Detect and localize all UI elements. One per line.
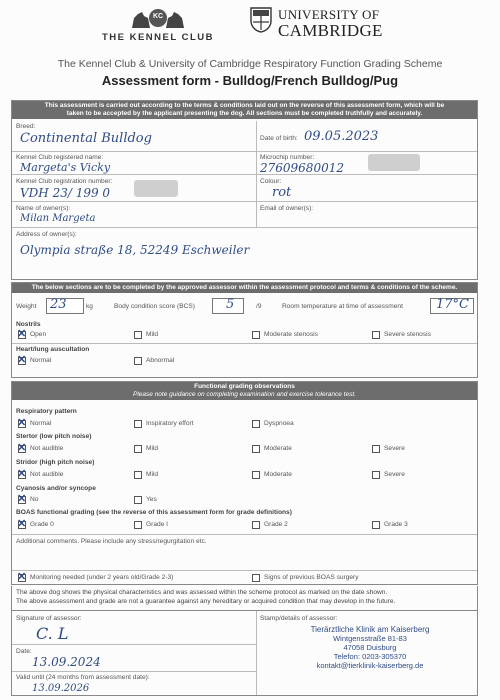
declaration — [11, 586, 478, 610]
kc-badge-text: KC — [152, 13, 164, 20]
valid-until-value[interactable]: 13.09.2026 — [32, 683, 90, 694]
breed-value[interactable]: Continental Bulldog — [20, 131, 152, 146]
stridor-option-0: Not audible — [30, 471, 64, 478]
nostrils-severe-checkbox[interactable] — [372, 331, 380, 339]
comments-label: Additional comments. Please include any stress/regurgitation etc. — [16, 538, 207, 545]
kc-name-value[interactable]: Margeta's Vicky — [20, 161, 111, 174]
stridor-title: Stridor (high pitch noise) — [16, 459, 95, 466]
stertor-option-3: Severe — [384, 445, 405, 452]
monitoring-checkbox[interactable] — [18, 574, 26, 582]
microchip-redaction — [368, 154, 420, 171]
dog-details-section — [11, 100, 478, 280]
nostrils-moderate-checkbox[interactable] — [252, 331, 260, 339]
bcs-unit: /9 — [256, 303, 262, 310]
cyanosis-option-1: Yes — [146, 496, 157, 503]
cyanosis-option-0: No — [30, 496, 39, 503]
previous-surgery-checkbox[interactable] — [252, 574, 260, 582]
cambridge-line2: CAMBRIDGE — [278, 21, 383, 40]
temp-value: 17°C — [436, 297, 469, 312]
kc-reg-label: Kennel Club registration number: — [16, 178, 113, 185]
respiratory-normal-checkbox[interactable] — [18, 420, 26, 428]
respiratory-dyspnoea-checkbox[interactable] — [252, 420, 260, 428]
cambridge-line1: UNIVERSITY OF — [278, 7, 380, 22]
kc-reg-redaction — [134, 180, 178, 197]
cyanosis-no-checkbox[interactable] — [18, 496, 26, 504]
cambridge-shield-icon — [250, 7, 272, 33]
intro-band-line1: This assessment is carried out according to the terms & conditions laid out on the reverse of this assessment form, which will be — [44, 102, 445, 109]
breed-label: Breed: — [16, 123, 36, 130]
bcs-label: Body condition score (BCS) — [114, 303, 195, 310]
comments-field[interactable] — [16, 548, 472, 570]
functional-band — [12, 382, 477, 400]
stamp-line3: 47058 Duisburg — [343, 643, 397, 652]
previous-surgery-label: Signs of previous BOAS surgery — [264, 574, 359, 581]
declaration-line1: The above dog shows the physical characteristics and was assessed within the scheme protocol as marked on the date shown. — [16, 589, 388, 596]
signature-label: Signature of assessor: — [16, 615, 82, 622]
auscultation-normal-checkbox[interactable] — [18, 357, 26, 365]
clinic-stamp — [270, 625, 470, 670]
microchip-label: Microchip number: — [260, 154, 315, 161]
stamp-line5: kontakt@tierklinik-kaiserberg.de — [316, 661, 424, 670]
respiratory-inspiratory-checkbox[interactable] — [134, 420, 142, 428]
assessor-section — [11, 282, 478, 378]
boas-grade3-checkbox[interactable] — [372, 521, 380, 529]
functional-section — [11, 381, 478, 585]
cambridge-logo — [250, 7, 410, 41]
boas-option-1: Grade I — [146, 521, 168, 528]
nostrils-open-checkbox[interactable] — [18, 331, 26, 339]
nostrils-option-2: Moderate stenosis — [264, 331, 318, 338]
intro-band — [12, 101, 477, 119]
assessor-band: The below sections are to be completed by the approved assessor within the assessment protocol and terms & conditions of the scheme. — [12, 283, 477, 293]
auscultation-option-0: Normal — [30, 357, 52, 364]
respiratory-option-2: Dyspnoea — [264, 420, 294, 427]
date-label: Date: — [16, 648, 32, 655]
stridor-severe-checkbox[interactable] — [372, 471, 380, 479]
cyanosis-yes-checkbox[interactable] — [134, 496, 142, 504]
intro-band-line2: taken to be accepted by the applicant presenting the dog. All sections must be completed truthfully and accurately. — [66, 110, 423, 117]
stamp-line1: Tierärztliche Klinik am Kaiserberg — [310, 625, 430, 634]
signature-section — [11, 610, 478, 696]
boas-option-3: Grade 3 — [384, 521, 408, 528]
microchip-value[interactable]: 27609680012 — [260, 161, 344, 175]
stridor-mild-checkbox[interactable] — [134, 471, 142, 479]
stertor-title: Stertor (low pitch noise) — [16, 433, 92, 440]
respiratory-option-0: Normal — [30, 420, 52, 427]
stertor-mild-checkbox[interactable] — [134, 445, 142, 453]
cambridge-wordmark — [278, 7, 383, 40]
monitoring-label: Monitoring needed (under 2 years old/Grade 2-3) — [30, 574, 174, 581]
date-value[interactable]: 13.09.2024 — [32, 655, 101, 669]
stamp-line2: Wintgensstraße 81-83 — [333, 634, 407, 643]
kc-reg-value[interactable]: VDH 23/ 199 0 — [20, 186, 111, 200]
stamp-label: Stamp/details of assessor: — [260, 615, 338, 622]
temp-label: Room temperature at time of assessment — [282, 303, 403, 310]
boas-title: BOAS functional grading (see the reverse of this assessment form for grade definitions) — [16, 509, 292, 516]
form-title: Assessment form - Bulldog/French Bulldog/Pug — [101, 73, 399, 88]
functional-band-line2: Please note guidance on completing examination and exercise tolerance test. — [133, 391, 356, 398]
stridor-moderate-checkbox[interactable] — [252, 471, 260, 479]
cyanosis-title: Cyanosis and/or syncope — [16, 485, 96, 492]
stertor-option-1: Mild — [146, 445, 159, 452]
auscultation-abnormal-checkbox[interactable] — [134, 357, 142, 365]
respiratory-title: Respiratory pattern — [16, 408, 77, 415]
stamp-line4: Telefon: 0203-305370 — [333, 652, 407, 661]
nostrils-option-0: Open — [30, 331, 47, 338]
stertor-moderate-checkbox[interactable] — [252, 445, 260, 453]
weight-unit: kg — [86, 303, 93, 310]
stertor-severe-checkbox[interactable] — [372, 445, 380, 453]
dob-label: Date of birth: — [260, 135, 298, 142]
boas-grade0-checkbox[interactable] — [18, 521, 26, 529]
boas-grade1-checkbox[interactable] — [134, 521, 142, 529]
declaration-line2: The above assessment and grade are not a guarantee against any hereditary or acquired condition that may develop in the future. — [16, 598, 396, 605]
colour-value[interactable]: rot — [272, 185, 292, 200]
bcs-value: 5 — [226, 297, 235, 312]
nostrils-option-3: Severe stenosis — [384, 331, 431, 338]
email-label: Email of owner(s): — [260, 205, 314, 212]
colour-label: Colour: — [260, 178, 282, 185]
stertor-option-2: Moderate — [264, 445, 292, 452]
address-value[interactable]: Olympia straße 18, 52249 Eschweiler — [20, 243, 250, 257]
respiratory-option-1: Inspiratory effort — [146, 420, 194, 427]
nostrils-mild-checkbox[interactable] — [134, 331, 142, 339]
nostrils-option-1: Mild — [146, 331, 159, 338]
owner-value[interactable]: Milan Margeta — [20, 213, 96, 224]
signature-value[interactable]: C. L — [36, 624, 69, 643]
boas-option-0: Grade 0 — [30, 521, 54, 528]
stridor-option-1: Mild — [146, 471, 159, 478]
stridor-not-audible-checkbox[interactable] — [18, 471, 26, 479]
stertor-not-audible-checkbox[interactable] — [18, 445, 26, 453]
weight-label: Weight — [16, 303, 37, 310]
stridor-option-3: Severe — [384, 471, 405, 478]
auscultation-title: Heart/lung auscultation — [16, 346, 90, 353]
auscultation-option-1: Abnormal — [146, 357, 175, 364]
kennel-club-wordmark: THE KENNEL CLUB — [101, 32, 215, 43]
boas-option-2: Grade 2 — [264, 521, 288, 528]
address-label: Address of owner(s): — [16, 231, 77, 238]
nostrils-title: Nostrils — [16, 321, 41, 328]
stridor-option-2: Moderate — [264, 471, 292, 478]
boas-grade2-checkbox[interactable] — [252, 521, 260, 529]
functional-band-line1: Functional grading observations — [194, 383, 295, 390]
kc-name-label: Kennel Club registered name: — [16, 154, 104, 161]
owner-label: Name of owner(s): — [16, 205, 71, 212]
weight-value: 23 — [50, 297, 67, 312]
stertor-option-0: Not audible — [30, 445, 64, 452]
kennel-club-logo — [98, 6, 218, 44]
valid-until-label: Valid until (24 months from assessment date): — [16, 674, 150, 681]
dob-value[interactable]: 09.05.2023 — [304, 129, 379, 144]
scheme-title: The Kennel Club & University of Cambridge Respiratory Function Grading Scheme — [57, 58, 443, 70]
